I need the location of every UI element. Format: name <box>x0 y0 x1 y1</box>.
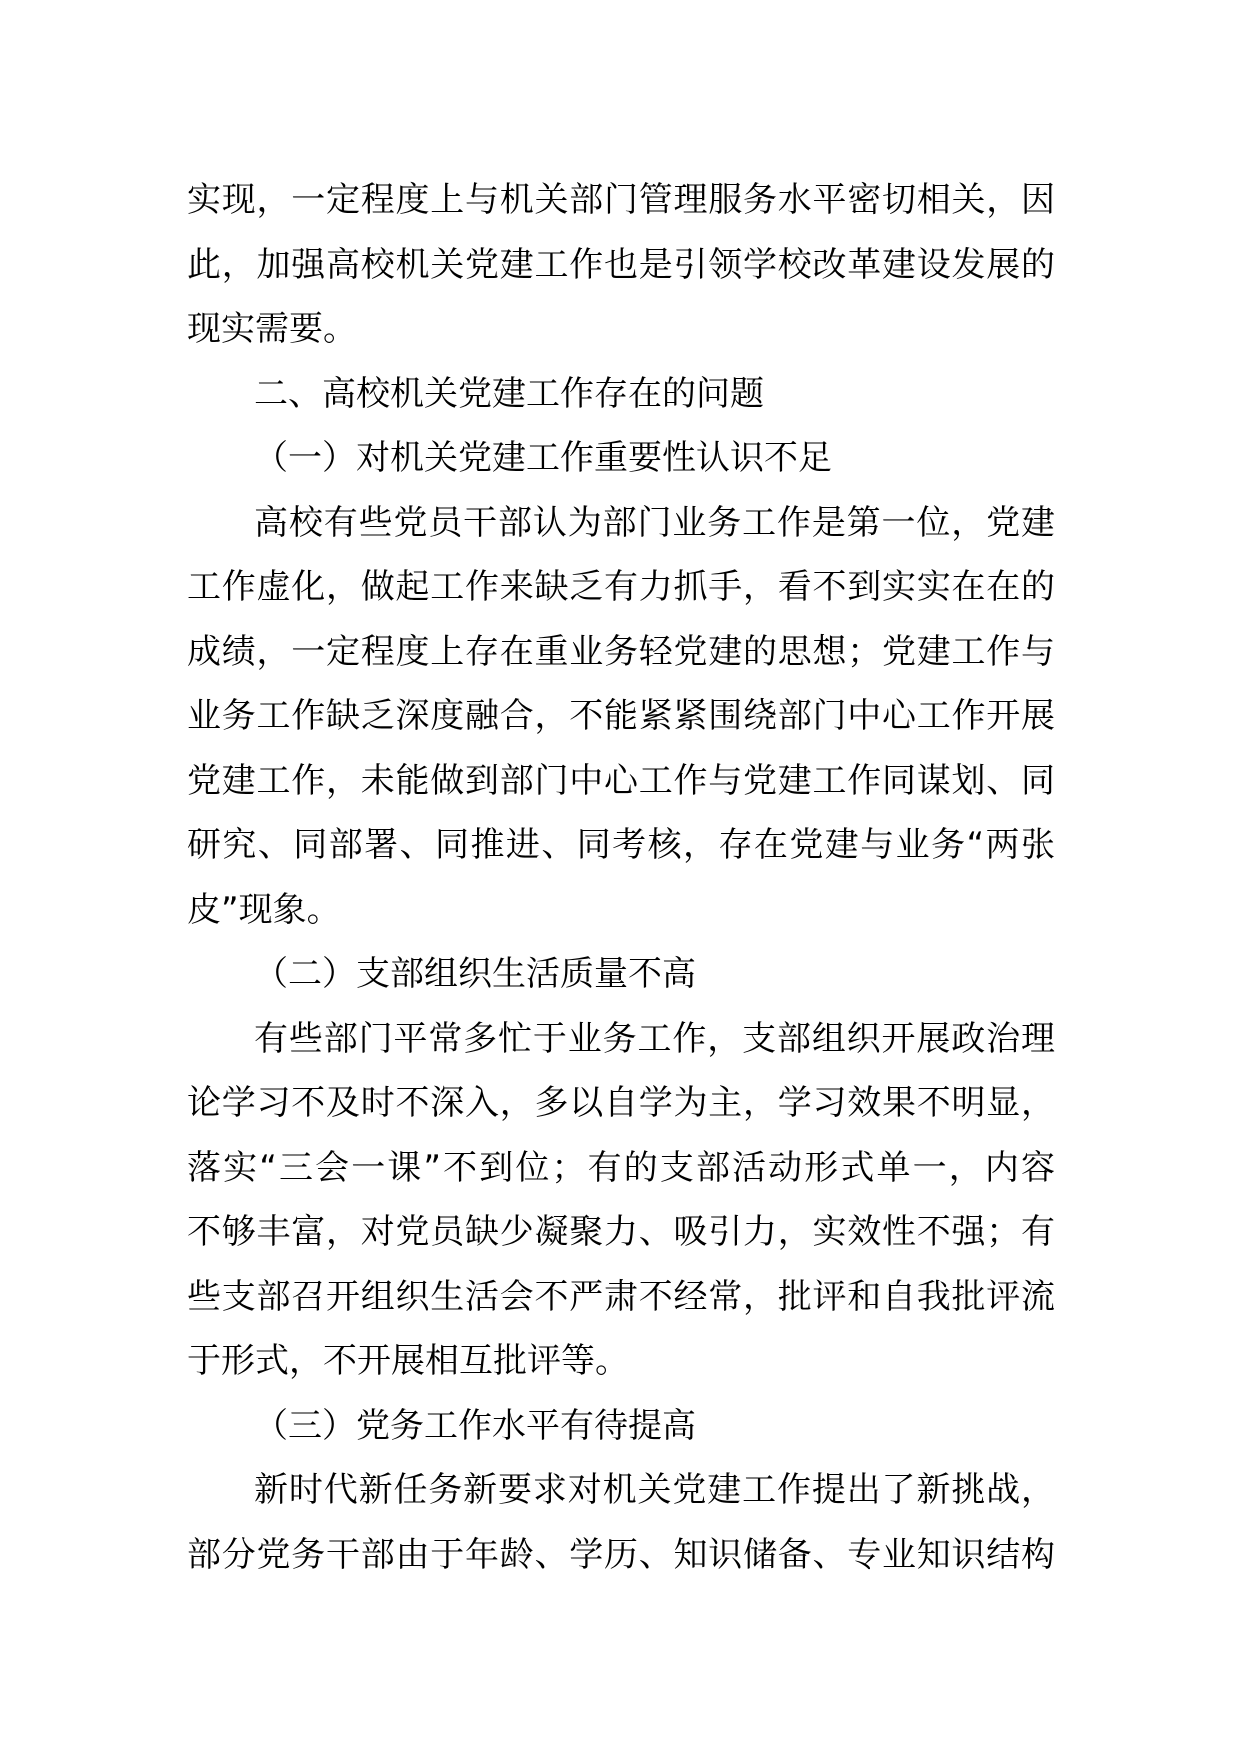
subsection-heading: （一）对机关党建工作重要性认识不足 <box>254 438 832 478</box>
paragraph-line: 于形式，不开展相互批评等。 <box>187 1341 629 1381</box>
paragraph-line: 有些部门平常多忙于业务工作，支部组织开展政治理 <box>254 1018 1055 1059</box>
paragraph-line: 些支部召开组织生活会不严肃不经常，批评和自我批评流 <box>187 1276 1055 1317</box>
subsection-heading: （三）党务工作水平有待提高 <box>254 1405 696 1446</box>
paragraph-line: 研究、同部署、同推进、同考核，存在党建与业务“两张 <box>187 825 1055 865</box>
document-body <box>187 168 1055 1587</box>
paragraph-line: 部分党务干部由于年龄、学历、知识储备、专业知识结构 <box>187 1534 1055 1575</box>
paragraph-line: 皮”现象。 <box>187 889 341 930</box>
subsection-heading: （二）支部组织生活质量不高 <box>254 954 696 994</box>
paragraph-line: 业务工作缺乏深度融合，不能紧紧围绕部门中心工作开展 <box>187 696 1055 736</box>
section-heading: 二、高校机关党建工作存在的问题 <box>254 373 764 414</box>
paragraph-line: 工作虚化，做起工作来缺乏有力抓手，看不到实实在在的 <box>187 567 1055 607</box>
paragraph-line: 论学习不及时不深入，多以自学为主，学习效果不明显， <box>187 1083 1055 1123</box>
paragraph-line: 高校有些党员干部认为部门业务工作是第一位，党建 <box>254 502 1055 543</box>
paragraph-line: 成绩，一定程度上存在重业务轻党建的思想；党建工作与 <box>187 631 1055 672</box>
paragraph-line: 此，加强高校机关党建工作也是引领学校改革建设发展的 <box>187 244 1055 285</box>
paragraph-line: 落实“三会一课”不到位；有的支部活动形式单一，内容 <box>187 1147 1055 1188</box>
paragraph-line: 现实需要。 <box>187 309 357 349</box>
paragraph-line: 新时代新任务新要求对机关党建工作提出了新挑战， <box>254 1470 1055 1510</box>
paragraph-line: 党建工作，未能做到部门中心工作与党建工作同谋划、同 <box>187 760 1055 801</box>
paragraph-line: 不够丰富，对党员缺少凝聚力、吸引力，实效性不强；有 <box>187 1212 1055 1252</box>
paragraph-line: 实现，一定程度上与机关部门管理服务水平密切相关，因 <box>187 180 1055 220</box>
